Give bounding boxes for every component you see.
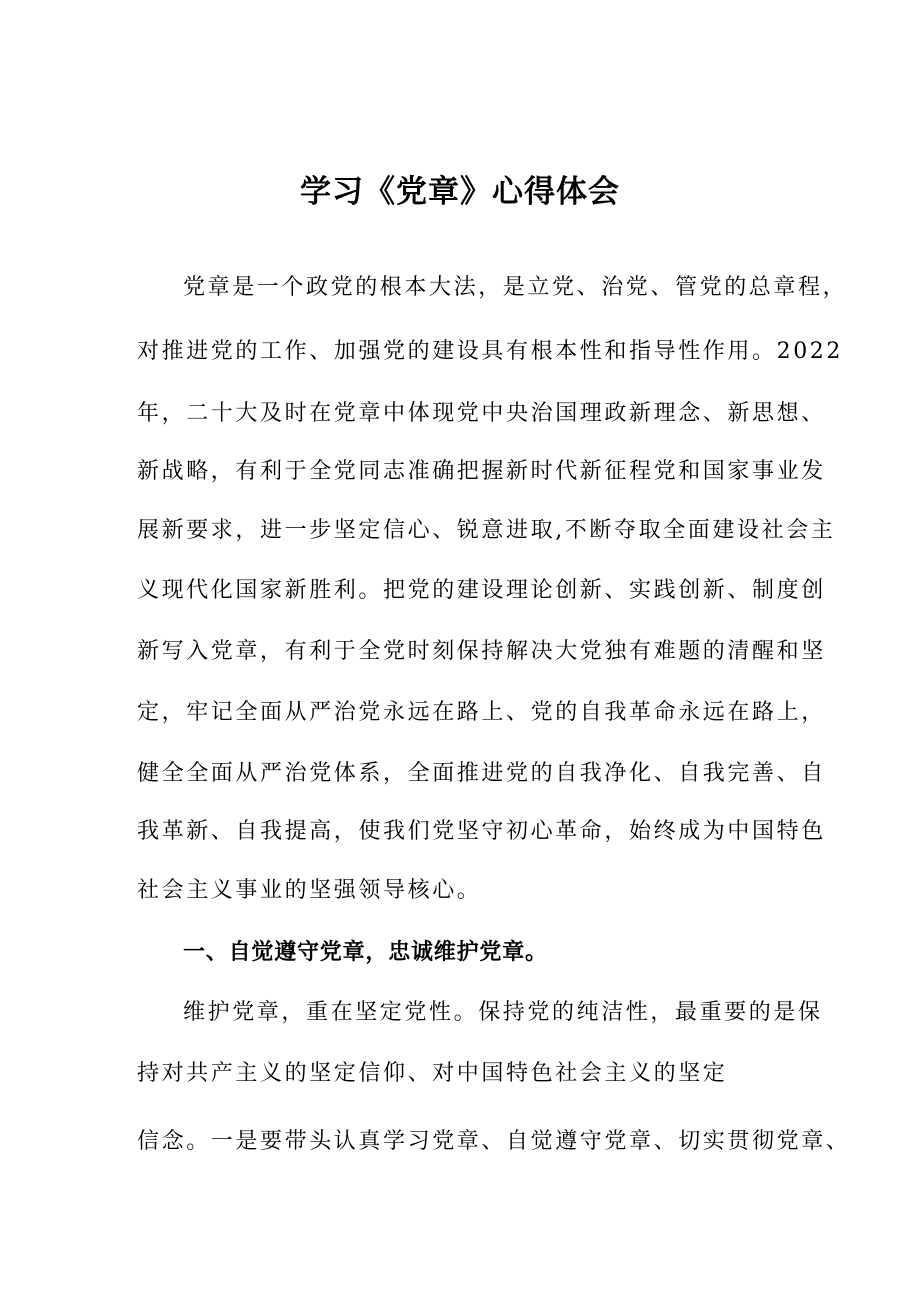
paragraph-1-line-8: 定，牢记全面从严治党永远在路上、党的自我革命永远在路上， — [137, 700, 826, 725]
paragraph-2-line-2: 持对共产主义的坚定信仰、对中国特色社会主义的坚定 — [137, 1061, 728, 1086]
paragraph-1-line-11: 社会主义事业的坚强领导核心。 — [137, 878, 482, 903]
paragraph-1-line-4: 新战略，有利于全党同志准确把握新时代新征程党和国家事业发 — [137, 459, 826, 484]
paragraph-1-line-5: 展新要求，进一步坚定信心、锐意进取,不断夺取全面建设社会主 — [137, 518, 836, 543]
section-heading-1: 一、自觉遵守党章，忠诚维护党章。 — [183, 940, 548, 965]
paragraph-1-line-3: 年，二十大及时在党章中体现党中央治国理政新理念、新思想、 — [137, 401, 826, 426]
paragraph-1-line-6: 义现代化国家新胜利。把党的建设理论创新、实践创新、制度创 — [137, 578, 826, 603]
paragraph-1-line-7: 新写入党章，有利于全党时刻保持解决大党独有难题的清醒和坚 — [137, 639, 826, 664]
paragraph-2-line-3: 信念。一是要带头认真学习党章、自觉遵守党章、切实贯彻党章、 — [137, 1129, 851, 1154]
paragraph-1-line-2: 对推进党的工作、加强党的建设具有根本性和指导性作用。2022 — [137, 339, 843, 364]
paragraph-1-line-9: 健全全面从严治党体系，全面推进党的自我净化、自我完善、自 — [137, 761, 826, 786]
paragraph-2-line-1: 维护党章，重在坚定党性。保持党的纯洁性，最重要的是保 — [183, 1000, 823, 1025]
document-title: 学习《党章》心得体会 — [300, 174, 620, 210]
paragraph-1-line-1: 党章是一个政党的根本大法，是立党、治党、管党的总章程， — [183, 275, 848, 300]
paragraph-1-line-10: 我革新、自我提高，使我们党坚守初心革命，始终成为中国特色 — [137, 819, 826, 844]
